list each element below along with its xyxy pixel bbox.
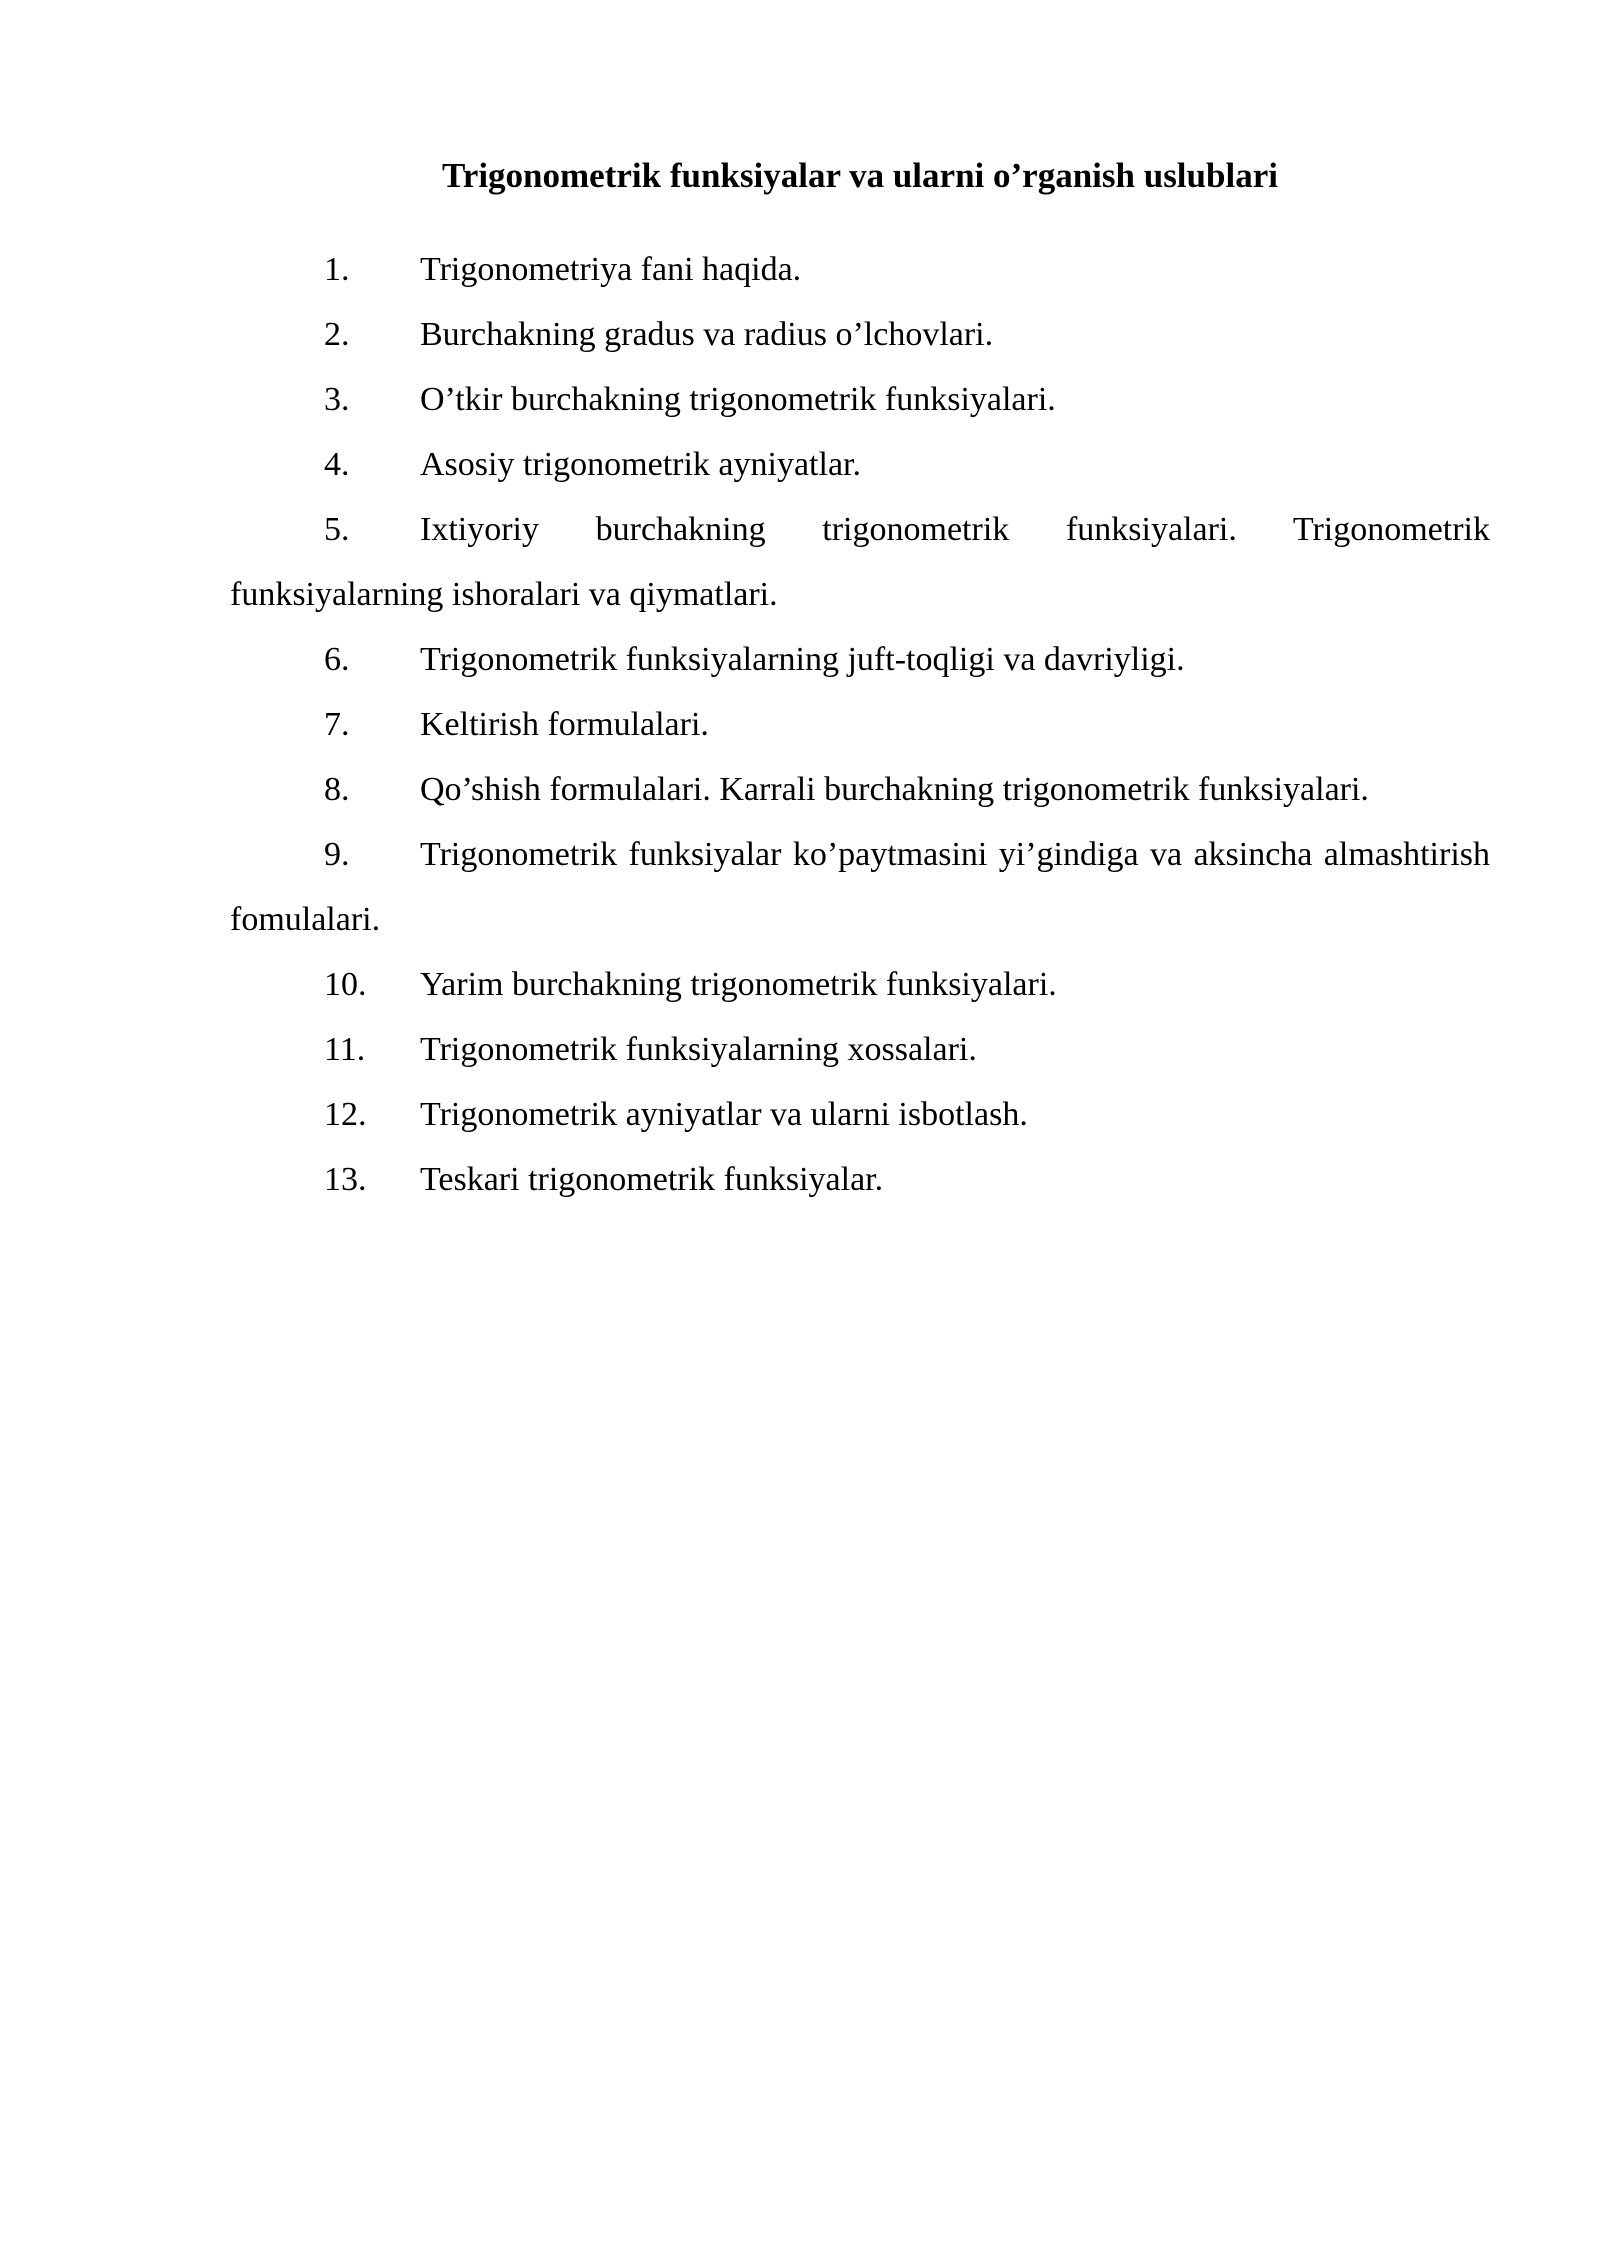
list-item (230, 627, 1490, 692)
list-item-text: Teskari trigonometrik funksiyalar. (420, 1161, 884, 1198)
list-item-number: 7. (324, 706, 350, 743)
list-item-text: Ixtiyoriy burchakning trigonometrik funksiyalari. Trigonometrik funksiyalarning ishoralari va qiymatlari. (230, 511, 1490, 613)
list-item-text: Yarim burchakning trigonometrik funksiyalari. (420, 966, 1057, 1003)
list-item-number: 5. (324, 511, 350, 548)
list-item-number: 10. (324, 966, 367, 1003)
list-item-number: 12. (324, 1096, 367, 1133)
list-item-text: Trigonometrik funksiyalarning xossalari. (420, 1031, 977, 1068)
list-item-number: 6. (324, 641, 350, 678)
list-item (230, 432, 1490, 497)
list-item (230, 237, 1490, 302)
list-item (230, 367, 1490, 432)
list-item (230, 757, 1490, 822)
list-item-text: Qo’shish formulalari. Karrali burchakning trigonometrik funksiyalari. (420, 771, 1369, 808)
list-item-text: Trigonometrik funksiyalarning juft-toqligi va davriyligi. (420, 641, 1185, 678)
list-item-text: Trigonometriya fani haqida. (420, 251, 802, 288)
list-item-text: Burchakning gradus va radius o’lchovlari. (420, 316, 994, 353)
page-title: Trigonometrik funksiyalar va ularni o’rganish uslublari (442, 156, 1278, 195)
list-item-number: 9. (324, 836, 350, 873)
list-item (230, 1147, 1490, 1212)
list-item (230, 497, 1490, 627)
list-item-text: O’tkir burchakning trigonometrik funksiyalari. (420, 381, 1056, 418)
list-item-number: 11. (324, 1031, 366, 1068)
list-item-text: Trigonometrik funksiyalar ko’paytmasini yi’gindiga va aksincha almashtirish fomulalari. (230, 836, 1490, 938)
list-item-number: 3. (324, 381, 350, 418)
topic-list (230, 237, 1490, 1212)
list-item (230, 952, 1490, 1017)
list-item-text: Trigonometrik ayniyatlar va ularni isbotlash. (420, 1096, 1028, 1133)
list-item (230, 692, 1490, 757)
list-item-number: 1. (324, 251, 350, 288)
list-item (230, 1082, 1490, 1147)
list-item (230, 822, 1490, 952)
list-item-number: 8. (324, 771, 350, 808)
list-item (230, 1017, 1490, 1082)
list-item-text: Asosiy trigonometrik ayniyatlar. (420, 446, 861, 483)
list-item-number: 2. (324, 316, 350, 353)
list-item-text: Keltirish formulalari. (420, 706, 709, 743)
list-item-number: 13. (324, 1161, 367, 1198)
list-item (230, 302, 1490, 367)
list-item-number: 4. (324, 446, 350, 483)
